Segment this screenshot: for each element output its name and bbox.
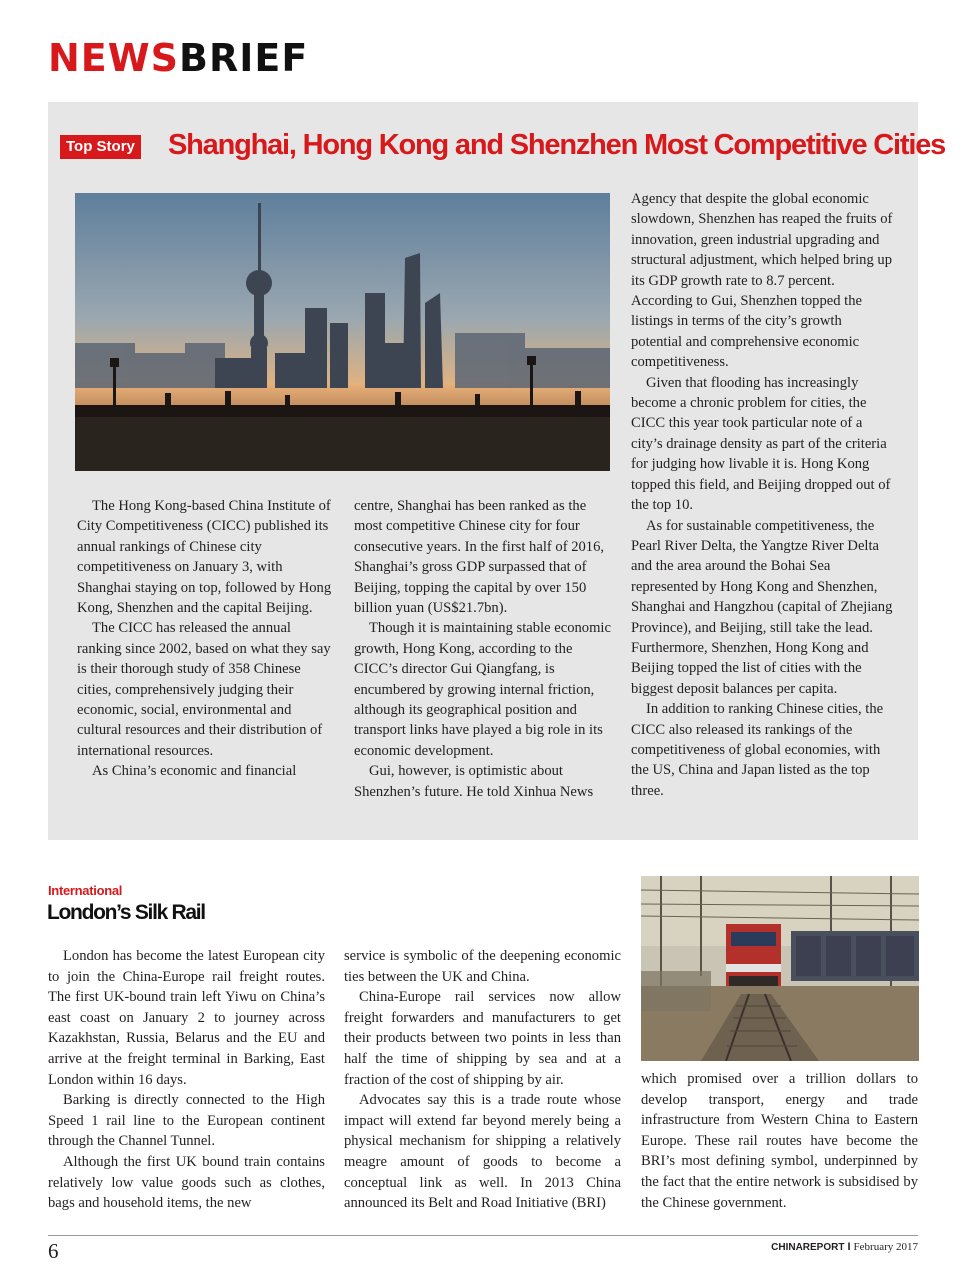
paragraph: service is symbolic of the deepening economic ties between the UK and China. bbox=[344, 948, 621, 985]
masthead-news: NEWS bbox=[48, 36, 180, 80]
footer-issue: February 2017 bbox=[853, 1241, 918, 1253]
footer-publication bbox=[771, 1240, 918, 1255]
paragraph: Gui, however, is optimistic about Shenzhen’s future. He told Xinhua News bbox=[354, 763, 594, 800]
freight-train-photo bbox=[641, 876, 919, 1061]
paragraph: As for sustainable competitiveness, the Pearl River Delta, the Yangtze River Delta and the area around the Bohai Sea represented by Hong Kong and Shenzhen, Shanghai and Hangzhou (capital of Zhejiang Province), and Beijing, still take the lead. Furthermore, Shenzhen, Hong Kong and Beijing topped the list of cities with the biggest deposit balances per capita. bbox=[631, 517, 893, 697]
page-number: 6 bbox=[48, 1239, 59, 1263]
top-story-headline: Shanghai, Hong Kong and Shenzhen Most Competitive Cities bbox=[168, 129, 946, 161]
paragraph: Given that flooding has increasingly become a chronic problem for cities, the CICC this year took particular note of a city’s drainage density as part of the criteria for judging how livable it is. Hong Kong topped this field, and Beijing dropped out of the top 10. bbox=[631, 374, 891, 514]
paragraph: London has become the latest European city to join the China-Europe rail freight routes. The first UK-bound train left Yiwu on China’s east coast on January 2 to journey across Kazakhstan, Russia, Belarus and the EU and arrive at the freight terminal in Barking, East London within 16 days. bbox=[48, 948, 325, 1088]
footer-brand: CHINAREPORT bbox=[771, 1242, 845, 1253]
silk-rail-column-1 bbox=[48, 946, 325, 1214]
paragraph: Although the first UK bound train contains relatively low value goods such as clothes, bags and household items, the new bbox=[48, 1153, 325, 1212]
paragraph: China-Europe rail services now allow freight forwarders and manufacturers to get their products between two points in less than half the time of shipping by sea and at a fraction of the cost of shipping by air. bbox=[344, 989, 621, 1088]
paragraph: Agency that despite the global economic slowdown, Shenzhen has reaped the fruits of innovation, green industrial upgrading and structural adjustment, which helped bring up its GDP growth rate to 8.7 percent. According to Gui, Shenzhen topped the listings in terms of the city’s growth potential and comprehensive economic competitiveness. bbox=[631, 191, 893, 371]
top-story-column-1 bbox=[77, 496, 333, 782]
paragraph: centre, Shanghai has been ranked as the most competitive Chinese city for four consecutive years. In the first half of 2016, Shanghai’s gross GDP surpassed that of Beijing, topping the capital by over 150 billion yuan (US$21.7bn). bbox=[354, 498, 605, 617]
paragraph: As China’s economic and financial bbox=[92, 763, 297, 780]
silk-rail-column-2 bbox=[344, 946, 621, 1214]
top-story-badge: Top Story bbox=[60, 135, 141, 159]
footer-rule bbox=[48, 1235, 918, 1236]
masthead-brief: BRIEF bbox=[179, 36, 309, 80]
paragraph: Though it is maintaining stable economic growth, Hong Kong, according to the CICC’s director Gui Qiangfang, is encumbered by growing internal friction, although its geographical position and transport links have played a big role in its economic development. bbox=[354, 620, 611, 759]
paragraph: which promised over a trillion dollars to develop transport, energy and trade infrastructure from Western China to Eastern Europe. These rail routes have become the BRI’s most defining symbol, underpinned by the fact that the entire network is subsidised by the Chinese government. bbox=[641, 1071, 918, 1211]
silk-rail-column-3 bbox=[641, 1069, 918, 1213]
silk-rail-headline: London’s Silk Rail bbox=[47, 901, 205, 924]
paragraph: The CICC has released the annual ranking since 2002, based on what they say is their thorough study of 358 Chinese cities, comprehensively judging their economic, social, environmental and cultural resources and their distribution of international resources. bbox=[77, 620, 331, 759]
shanghai-skyline-photo bbox=[75, 193, 610, 471]
paragraph: Advocates say this is a trade route whose impact will extend far beyond merely being a physical mechanism for shipping a relatively meagre amount of goods to become a conceptual link as well. In 2013 China announced its Belt and Road Initiative (BRI) bbox=[344, 1092, 621, 1212]
footer-separator: I bbox=[847, 1241, 851, 1253]
top-story-column-3 bbox=[631, 189, 893, 801]
paragraph: In addition to ranking Chinese cities, the CICC also released its rankings of the competitiveness of global economies, with the US, China and Japan listed as the top three. bbox=[631, 701, 884, 799]
section-kicker: International bbox=[48, 883, 123, 898]
paragraph: Barking is directly connected to the High Speed 1 rail line to the European continent through the Channel Tunnel. bbox=[48, 1092, 325, 1150]
top-story-column-2 bbox=[354, 496, 612, 802]
paragraph: The Hong Kong-based China Institute of City Competitiveness (CICC) published its annual rankings of Chinese city competitiveness on January 3, with Shanghai staying on top, followed by Hong Kong, Shenzhen and the capital Beijing. bbox=[77, 498, 332, 617]
masthead bbox=[48, 38, 308, 78]
